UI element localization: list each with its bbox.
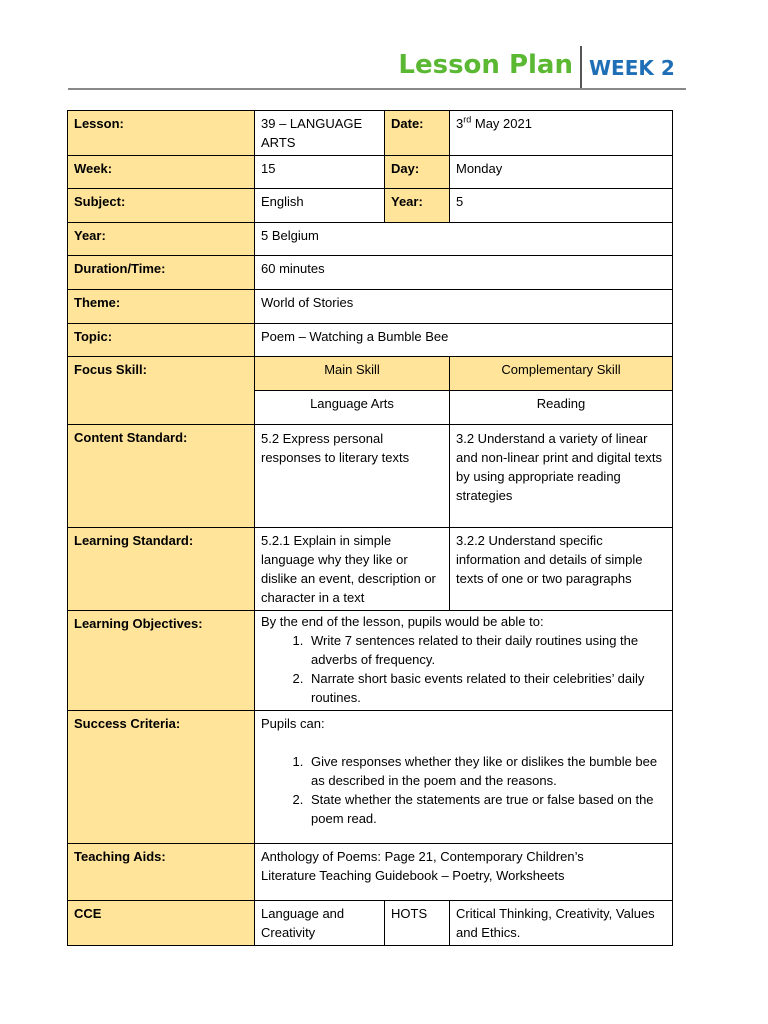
topic-label: Topic:	[68, 324, 255, 357]
hots-value: Critical Thinking, Creativity, Values and Ethics.	[450, 901, 673, 946]
hots-label: HOTS	[385, 901, 450, 946]
lesson-value: 39 – LANGUAGE ARTS	[255, 111, 385, 156]
content-standard-label: Content Standard:	[68, 425, 255, 528]
row-teaching-aids	[68, 844, 673, 901]
success-intro: Pupils can:	[261, 716, 325, 731]
success-criteria-label: Success Criteria:	[68, 711, 255, 844]
cce-value: Language and Creativity	[255, 901, 385, 946]
success-item: 2. State whether the statements are true or false based on the poem read.	[307, 790, 666, 828]
objective-item: 2. Narrate short basic events related to their celebrities’ daily routines.	[307, 669, 666, 707]
week-label: WEEK 2	[589, 56, 675, 80]
row-lesson	[68, 111, 673, 156]
theme-label: Theme:	[68, 290, 255, 324]
row-content-standard	[68, 425, 673, 528]
page-header	[0, 44, 768, 90]
objectives-list	[261, 631, 666, 707]
teaching-aids-label: Teaching Aids:	[68, 844, 255, 901]
row-duration	[68, 256, 673, 290]
date-value	[450, 111, 673, 156]
success-item: 1. Give responses whether they like or dislikes the bumble bee as described in the poem and the reasons.	[307, 752, 666, 790]
learning-standard-complementary: 3.2.2 Understand specific information and details of simple texts of one or two paragraphs	[450, 528, 673, 611]
subject-value: English	[255, 189, 385, 223]
row-topic	[68, 324, 673, 357]
content-standard-main: 5.2 Express personal responses to literary texts	[255, 425, 450, 528]
main-skill-value: Language Arts	[255, 391, 450, 425]
date-rest: May 2021	[471, 116, 532, 131]
success-list	[261, 752, 666, 828]
duration-label: Duration/Time:	[68, 256, 255, 290]
lesson-plan-table	[67, 110, 673, 946]
content-standard-complementary: 3.2 Understand a variety of linear and non-linear print and digital texts by using appropriate reading strategies	[450, 425, 673, 528]
subject-label: Subject:	[68, 189, 255, 223]
teaching-aids-value: Anthology of Poems: Page 21, Contemporary Children’s Literature Teaching Guidebook – Poetry, Worksheets	[255, 844, 673, 901]
success-criteria-cell	[255, 711, 673, 844]
row-learning-standard	[68, 528, 673, 611]
learning-objectives-cell	[255, 611, 673, 711]
row-success-criteria	[68, 711, 673, 844]
row-focus-skill-headers	[68, 357, 673, 391]
focus-skill-label: Focus Skill:	[68, 357, 255, 425]
cce-label: CCE	[68, 901, 255, 946]
objective-item: 1. Write 7 sentences related to their daily routines using the adverbs of frequency.	[307, 631, 666, 669]
date-ordinal: rd	[463, 114, 472, 125]
lesson-label: Lesson:	[68, 111, 255, 156]
date-day-number: 3	[456, 116, 464, 131]
date-label: Date:	[385, 111, 450, 156]
row-cce	[68, 901, 673, 946]
learning-standard-label: Learning Standard:	[68, 528, 255, 611]
learning-standard-main: 5.2.1 Explain in simple language why they like or dislike an event, description or character in a text	[255, 528, 450, 611]
week-field-label: Week:	[68, 156, 255, 189]
objectives-intro: By the end of the lesson, pupils would be able to:	[261, 614, 544, 629]
year-small-value: 5	[450, 189, 673, 223]
complementary-skill-header: Complementary Skill	[450, 357, 673, 391]
year-value: 5 Belgium	[255, 223, 673, 256]
year-small-label: Year:	[385, 189, 450, 223]
row-year	[68, 223, 673, 256]
day-value: Monday	[450, 156, 673, 189]
learning-objectives-label: Learning Objectives:	[68, 611, 255, 711]
topic-value: Poem – Watching a Bumble Bee	[255, 324, 673, 357]
day-label: Day:	[385, 156, 450, 189]
row-week	[68, 156, 673, 189]
main-skill-header: Main Skill	[255, 357, 450, 391]
page-title: Lesson Plan	[398, 50, 573, 80]
year-label: Year:	[68, 223, 255, 256]
duration-value: 60 minutes	[255, 256, 673, 290]
header-rule	[68, 88, 686, 90]
spacer	[261, 733, 666, 752]
complementary-skill-value: Reading	[450, 391, 673, 425]
week-value: 15	[255, 156, 385, 189]
row-learning-objectives	[68, 611, 673, 711]
theme-value: World of Stories	[255, 290, 673, 324]
row-subject	[68, 189, 673, 223]
header-divider	[580, 46, 582, 88]
row-theme	[68, 290, 673, 324]
